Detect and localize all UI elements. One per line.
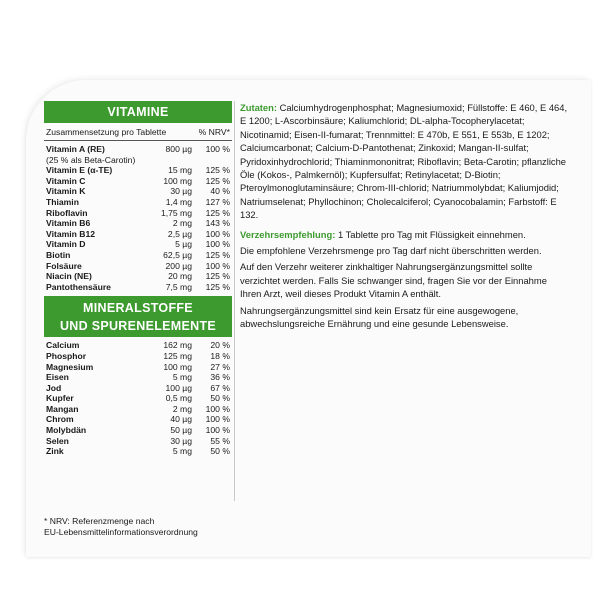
mineral-name: Magnesium [46, 361, 94, 372]
footnote-line1: * NRV: Referenzmenge nach [44, 516, 155, 526]
mineral-row [44, 383, 232, 394]
vitamin-row [44, 271, 232, 282]
recommendation-label: Verzehrsempfehlung: [240, 228, 336, 240]
vitamin-row [44, 282, 232, 293]
vitamin-nrv: 125 % [205, 175, 230, 186]
minerals-table [44, 337, 232, 457]
mineral-nrv: 100 % [205, 414, 230, 425]
mineral-row [44, 436, 232, 447]
vitamin-row [44, 155, 232, 166]
mineral-value: 0,5 mg [165, 393, 192, 404]
vitamin-row [44, 141, 232, 155]
mineral-row [44, 362, 232, 373]
vitamin-value: 20 mg [168, 271, 192, 282]
vitamin-name: Vitamin B6 [46, 218, 91, 229]
vitamin-row [44, 218, 232, 229]
mineral-row [44, 372, 232, 383]
vitamin-value: 15 mg [168, 165, 192, 176]
mineral-row [44, 337, 232, 351]
ingredients-paragraph [240, 101, 570, 222]
vitamin-name: Pantothensäure [46, 281, 111, 292]
vitamin-nrv: 125 % [205, 165, 230, 176]
minerals-heading [44, 296, 232, 337]
mineral-row [44, 414, 232, 425]
vitamin-row [44, 186, 232, 197]
mineral-nrv: 67 % [210, 382, 230, 393]
vitamin-row [44, 239, 232, 250]
column-header [44, 123, 232, 141]
vitamins-table [44, 141, 232, 292]
mineral-name: Eisen [46, 372, 69, 383]
vitamin-name: Riboflavin [46, 207, 88, 218]
mineral-nrv: 20 % [210, 340, 230, 351]
mineral-value: 50 µg [170, 425, 192, 436]
mineral-value: 162 mg [163, 340, 192, 351]
mineral-name: Kupfer [46, 393, 74, 404]
mineral-value: 30 µg [170, 435, 192, 446]
mineral-row [44, 425, 232, 436]
column-divider [234, 101, 235, 501]
vitamin-row [44, 208, 232, 219]
vitamin-nrv: 127 % [205, 196, 230, 207]
mineral-nrv: 27 % [210, 361, 230, 372]
ingredients-text: Calciumhydrogenphosphat; Magnesiumoxid; Füllstoffe: E 460, E 464, E 1200; L-Ascorbinsäure; Kaliumchlorid; DL-alpha-Tocopherylacetat; Nicotinamid; Eisen-II-fumarat; Trennmittel: E 470b, E 551, E 553b, E 1202; Calciumcarbonat; Calcium-D-Pantothenat; Zinkoxid; Mangan-II-sulfat; Pyridoxinhydrochlorid; Thiaminmononitrat; Riboflavin; Beta-Carotin; pflanzliche Öle (Kokos-, Palmkernöl); Kupfersulfat; Retinylacetat; D-Biotin; Pteroylmonoglutaminsäure; Chrom-III-chlorid; Natriummolybdat; Kaliumjodid; Natriumselenat; Phyllochinon; Cholecalciferol; Cyanocobalamin; Farbstoff: E 132. [240, 102, 568, 221]
mineral-name: Molybdän [46, 425, 87, 436]
mineral-name: Mangan [46, 403, 79, 414]
vitamin-value: 2,5 µg [167, 228, 192, 239]
vitamin-row [44, 229, 232, 240]
nutrition-panel [44, 101, 232, 457]
composition-header: Zusammensetzung pro Tablette [46, 127, 167, 137]
mineral-value: 125 mg [163, 350, 192, 361]
vitamin-value: 62,5 µg [163, 249, 192, 260]
vitamin-name: Vitamin D [46, 239, 86, 250]
minerals-heading-line2: UND SPURENELEMENTE [59, 319, 217, 334]
mineral-nrv: 36 % [210, 372, 230, 383]
recommendation-paragraph [240, 228, 570, 241]
nrv-footnote [44, 516, 244, 538]
vitamin-nrv: 125 % [205, 207, 230, 218]
mineral-nrv: 50 % [210, 393, 230, 404]
vitamin-nrv: 125 % [205, 281, 230, 292]
vitamin-row [44, 250, 232, 261]
vitamin-name: Thiamin [46, 196, 79, 207]
mineral-name: Chrom [46, 414, 74, 425]
mineral-name: Calcium [46, 340, 80, 351]
footnote-line2: EU-Lebensmittelinformationsverordnung [44, 527, 198, 537]
mineral-nrv: 18 % [210, 350, 230, 361]
mineral-value: 2 mg [172, 403, 192, 414]
mineral-nrv: 55 % [210, 435, 230, 446]
mineral-name: Selen [46, 435, 69, 446]
vitamin-nrv: 100 % [205, 144, 230, 154]
vitamin-name: Vitamin A (RE) [46, 144, 105, 154]
minerals-heading-line1: MINERALSTOFFE [83, 301, 193, 316]
mineral-name: Phosphor [46, 350, 87, 361]
nrv-header: % NRV* [198, 127, 230, 137]
vitamin-value: 30 µg [170, 186, 192, 197]
mineral-name: Zink [46, 446, 64, 457]
vitamin-nrv: 100 % [205, 239, 230, 250]
ingredients-label: Zutaten: [240, 102, 277, 113]
vitamin-value: 100 mg [163, 175, 192, 186]
mineral-row [44, 446, 232, 457]
mineral-value: 100 mg [163, 361, 192, 372]
vitamin-value: 7,5 mg [165, 281, 192, 292]
vitamin-value: 200 µg [165, 260, 192, 271]
vitamin-name: Vitamin C [46, 175, 86, 186]
vitamins-heading: VITAMINE [44, 101, 232, 123]
recommendation-warning: Auf den Verzehr weiterer zinkhaltiger Nahrungsergänzungsmittel sollte verzichtet werden. Falls Sie schwanger sind, fragen Sie vor der Einnahme Ihren Arzt, weil dieses Produkt Vitamin A enthält. [240, 261, 547, 300]
vitamin-value: 800 µg [165, 144, 192, 154]
mineral-value: 40 µg [170, 414, 192, 425]
vitamin-nrv: 125 % [205, 271, 230, 282]
vitamin-name: (25 % als Beta-Carotin) [46, 154, 136, 165]
recommendation-disclaimer: Nahrungsergänzungsmittel sind kein Ersatz für eine ausgewogene, abwechslungsreiche Ernährung und eine gesunde Lebensweise. [240, 304, 519, 330]
vitamin-row [44, 165, 232, 176]
vitamin-value: 1,75 mg [160, 207, 192, 218]
vitamin-row [44, 197, 232, 208]
vitamin-value: 5 µg [175, 239, 192, 250]
vitamin-name: Vitamin E (α-TE) [46, 165, 113, 176]
vitamin-name: Vitamin B12 [46, 228, 96, 239]
mineral-row [44, 404, 232, 415]
vitamin-nrv: 40 % [210, 186, 230, 197]
vitamin-name: Biotin [46, 249, 71, 260]
vitamin-row [44, 176, 232, 187]
vitamin-name: Vitamin K [46, 186, 86, 197]
vitamin-nrv: 125 % [205, 249, 230, 260]
info-text [240, 101, 570, 334]
mineral-name: Jod [46, 382, 62, 393]
mineral-value: 100 µg [165, 382, 192, 393]
vitamin-name: Folsäure [46, 260, 82, 271]
mineral-value: 5 mg [172, 446, 192, 457]
mineral-value: 5 mg [172, 372, 192, 383]
recommendation-limit: Die empfohlene Verzehrsmenge pro Tag darf nicht überschritten werden. [240, 245, 542, 257]
mineral-nrv: 100 % [205, 425, 230, 436]
vitamin-value: 1,4 mg [165, 196, 192, 207]
mineral-nrv: 50 % [210, 446, 230, 457]
mineral-row [44, 351, 232, 362]
recommendation-text: 1 Tablette pro Tag mit Flüssigkeit einnehmen. [337, 228, 526, 240]
vitamin-row [44, 261, 232, 272]
vitamin-nrv: 143 % [205, 218, 230, 229]
mineral-row [44, 393, 232, 404]
vitamin-nrv: 100 % [205, 260, 230, 271]
vitamin-value: 2 mg [172, 218, 192, 229]
mineral-nrv: 100 % [205, 403, 230, 414]
vitamin-name: Niacin (NE) [46, 271, 92, 282]
vitamin-nrv: 100 % [205, 228, 230, 239]
